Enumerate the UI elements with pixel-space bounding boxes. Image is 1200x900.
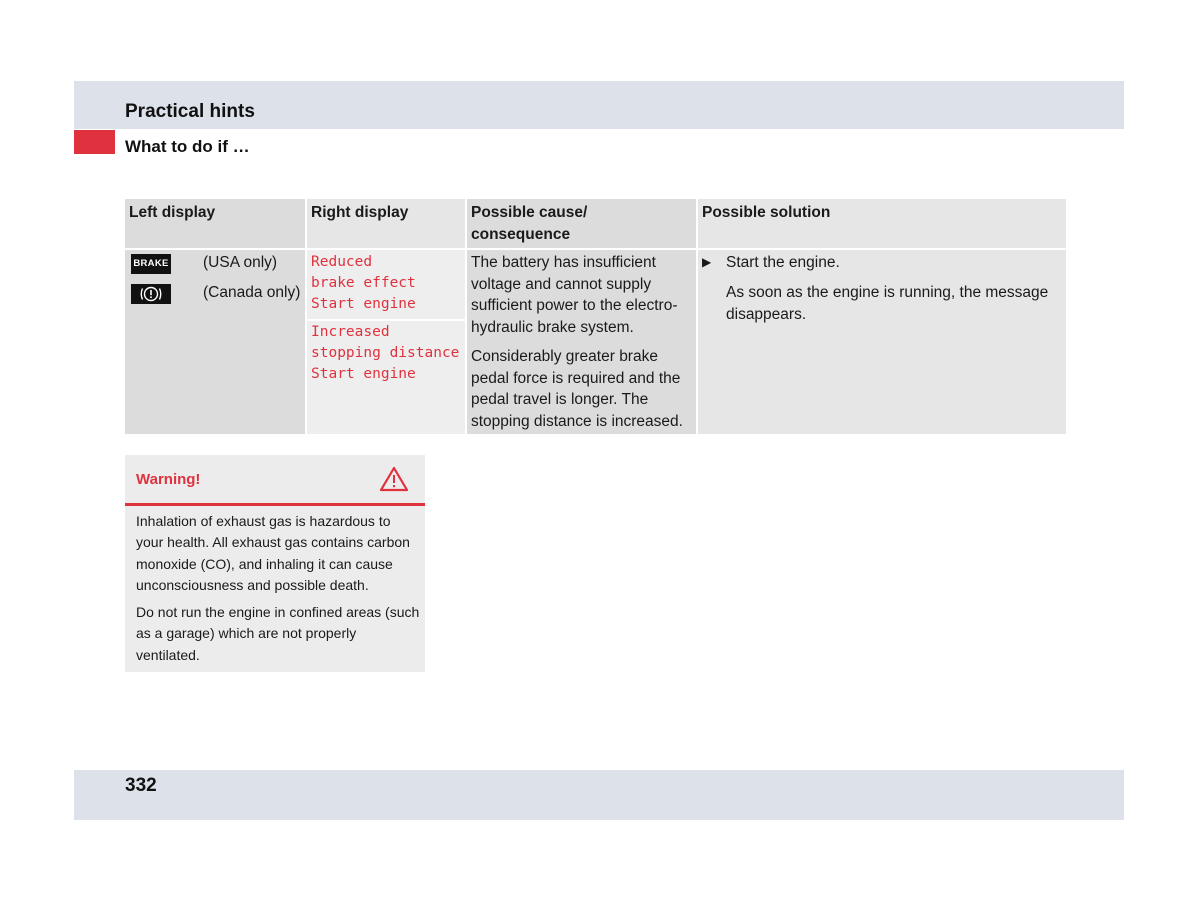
brake-warning-icon: BRAKE (131, 254, 171, 274)
column-header-cause: Possible cause/ consequence (467, 199, 696, 248)
page-subtitle: What to do if … (125, 137, 250, 156)
column-header-solution: Possible solution (698, 199, 1066, 248)
solution-step: Start the engine. (726, 254, 840, 271)
cause-cell (467, 250, 696, 434)
troubleshooting-table (125, 199, 1066, 434)
solution-note: As soon as the engine is running, the message disappears. (726, 284, 1049, 323)
consequence-text: Considerably greater brake pedal force is required and the pedal travel is longer. The stopping distance is increased. (471, 348, 683, 430)
section-title: Practical hints (125, 101, 255, 122)
cause-text: The battery has insufficient voltage and cannot supply sufficient power to the electro-hydraulic brake system. (471, 254, 678, 336)
warning-divider (125, 503, 425, 506)
triangle-right-icon: ▶ (702, 255, 712, 269)
warning-box (125, 455, 425, 672)
solution-cell (698, 250, 1066, 434)
warning-triangle-icon (379, 466, 409, 497)
display-message-increased-stopping-distance: Increased stopping distance Start engine (311, 324, 460, 382)
column-header-right-display: Right display (307, 199, 465, 248)
footer-band (74, 770, 1124, 820)
brake-circle-warning-icon (131, 284, 171, 304)
display-message-reduced-brake-effect: Reduced brake effect Start engine (311, 254, 416, 312)
section-marker (74, 130, 115, 154)
message-divider (307, 319, 465, 321)
canada-only-label: (Canada only) (203, 284, 301, 301)
page-number: 332 (125, 775, 157, 796)
left-display-cell (125, 250, 305, 434)
column-header-left-display: Left display (125, 199, 305, 248)
warning-paragraph: Do not run the engine in confined areas (such as a garage) which are not properly ventilated. (136, 604, 420, 663)
usa-only-label: (USA only) (203, 254, 278, 271)
warning-title: Warning! (136, 471, 201, 488)
right-display-cell (307, 250, 465, 434)
warning-paragraph: Inhalation of exhaust gas is hazardous to your health. All exhaust gas contains carbon monoxide (CO), and inhaling it can cause unconsciousness and possible death. (136, 513, 410, 593)
